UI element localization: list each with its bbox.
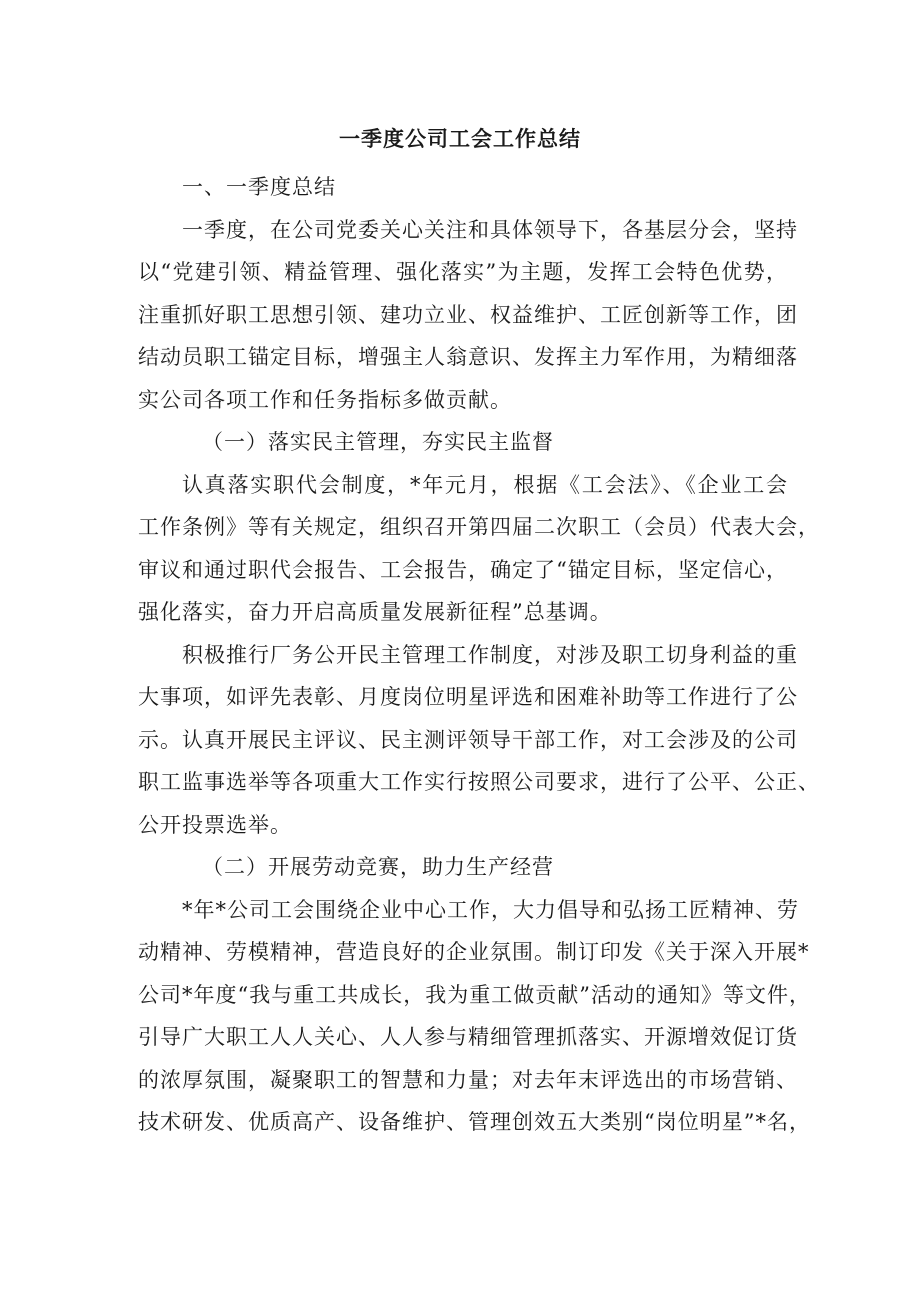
paragraph-line: 积极推行厂务公开民主管理工作制度，对涉及职工切身利益的重 bbox=[182, 642, 798, 667]
paragraph-line: 示。认真开展民主评议、民主测评领导干部工作，对工会涉及的公司 bbox=[138, 727, 798, 752]
paragraph-line: 动精神、劳模精神，营造良好的企业氛围。制订印发《关于深入开展* bbox=[138, 940, 810, 964]
paragraph-line: 一季度，在公司党委关心关注和具体领导下，各基层分会，坚持 bbox=[182, 217, 798, 242]
subsection-heading: （一）落实民主管理，夯实民主监督 bbox=[202, 430, 554, 454]
paragraph-line: 结动员职工锚定目标，增强主人翁意识、发挥主力军作用，为精细落 bbox=[138, 345, 798, 369]
document-body bbox=[138, 166, 820, 1144]
document-title: 一季度公司工会工作总结 bbox=[339, 127, 581, 151]
paragraph-line: 技术研发、优质高产、设备维护、管理创效五大类别“岗位明星”*名， bbox=[138, 1110, 811, 1134]
section-heading: 一、一季度总结 bbox=[182, 175, 336, 199]
paragraph-line: 引导广大职工人人关心、人人参与精细管理抓落实、开源增效促订货 bbox=[138, 1025, 798, 1049]
paragraph-line: 大事项，如评先表彰、月度岗位明星评选和困难补助等工作进行了公 bbox=[138, 685, 798, 709]
paragraph-line: 实公司各项工作和任务指标多做贡献。 bbox=[138, 387, 512, 412]
paragraph-line: 强化落实，奋力开启高质量发展新征程”总基调。 bbox=[138, 600, 612, 624]
paragraph-line: 注重抓好职工思想引领、建功立业、权益维护、工匠创新等工作，团 bbox=[138, 302, 798, 327]
subsection-heading: （二）开展劳动竞赛，助力生产经营 bbox=[202, 855, 554, 879]
paragraph-line: 的浓厚氛围，凝聚职工的智慧和力量；对去年末评选出的市场营销、 bbox=[138, 1067, 798, 1092]
paragraph-line: 公开投票选举。 bbox=[138, 812, 292, 837]
paragraph-line: 工作条例》等有关规定，组织召开第四届二次职工（会员）代表大会， bbox=[138, 515, 820, 539]
paragraph-line: 以“党建引领、精益管理、强化落实”为主题，发挥工会特色优势， bbox=[138, 260, 788, 284]
paragraph-line: 公司*年度“我与重工共成长，我为重工做贡献”活动的通知》等文件， bbox=[138, 982, 811, 1007]
paragraph-line: *年*公司工会围绕企业中心工作，大力倡导和弘扬工匠精神、劳 bbox=[182, 897, 799, 922]
paragraph-line: 审议和通过职代会报告、工会报告，确定了“锚定目标，坚定信心， bbox=[138, 557, 788, 582]
paragraph-line: 职工监事选举等各项重大工作实行按照公司要求，进行了公平、公正、 bbox=[138, 770, 820, 794]
paragraph-line: 认真落实职代会制度，*年元月，根据《工会法》、《企业工会 bbox=[182, 472, 788, 497]
